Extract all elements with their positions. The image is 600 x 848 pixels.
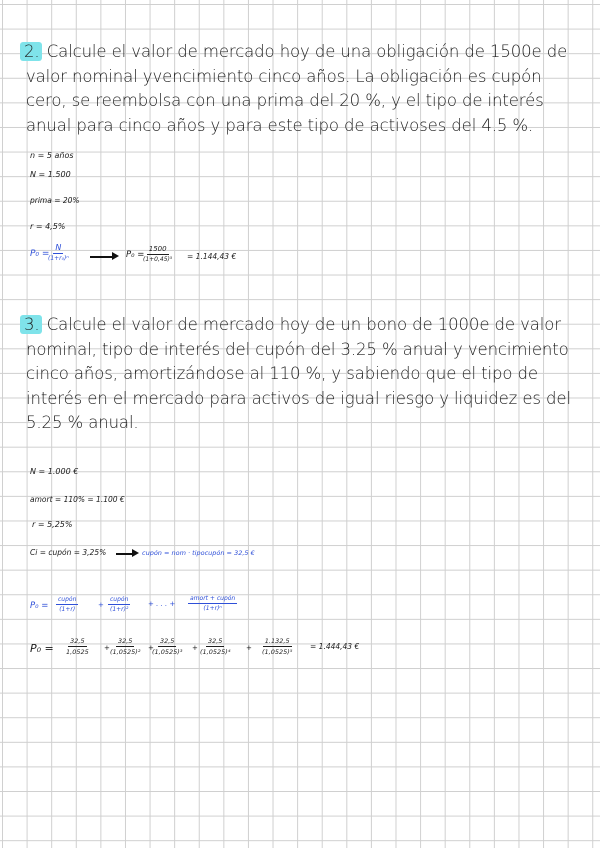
- p3-numeric-term-1: [66, 637, 89, 656]
- p3-plus-5: +: [246, 644, 252, 652]
- p2-result-fraction: [143, 245, 172, 263]
- p2-note-r: r = 4,5%: [30, 222, 66, 231]
- p2-note-n: n = 5 años: [30, 151, 74, 160]
- p3-plus-3: +: [148, 644, 154, 652]
- p3-f3-den: (1+r)ⁿ: [203, 605, 222, 612]
- problem-3-statement: [26, 313, 574, 436]
- problem-2-number: 2.: [20, 42, 42, 61]
- p2-formula-fraction: [48, 243, 69, 262]
- p3-f2-num: cupón: [110, 596, 129, 603]
- p3-numeric-term-4: [200, 637, 230, 656]
- p3-plus-4: +: [192, 644, 198, 652]
- p3-f1-den: (1+r): [59, 606, 76, 613]
- p2-result-num: 1500: [148, 245, 167, 253]
- p3-plus-2: +: [104, 644, 110, 652]
- p3-g5-den: (1,0525)⁵: [262, 648, 293, 656]
- p3-g3-num: 32,5: [159, 637, 175, 645]
- p3-g2-num: 32,5: [117, 637, 133, 645]
- p3-numeric-term-3: [152, 637, 182, 656]
- problem-2-statement: [26, 40, 574, 138]
- p3-arrow-head: [132, 549, 139, 557]
- p3-g4-num: 32,5: [207, 637, 223, 645]
- p3-note-r: r = 5,25%: [32, 520, 73, 529]
- p2-note-prima: prima = 20%: [30, 196, 80, 205]
- problem-2-text: Calcule el valor de mercado hoy de una obligación de 1500e de valor nominal yvencimiento cinco años. La obligación es cupón cero, se reembolsa con una prima del 20 %, y el tipo de interés anual para cinco años y para este tipo de activoses del 4.5 %.: [26, 42, 568, 135]
- p2-result-den: (1+0,45)⁵: [143, 256, 173, 263]
- p3-note-amort: amort = 110% = 1.100 €: [30, 495, 125, 504]
- p3-cupon-calc: cupón = nom · tipocupón = 32,5 €: [142, 549, 255, 557]
- p3-g4-den: (1,0525)⁴: [200, 648, 231, 656]
- p2-formula-den: (1+r₀)ⁿ: [48, 255, 69, 262]
- p3-numeric-term-2: [110, 637, 140, 656]
- p3-formula-label: P₀ =: [30, 601, 49, 611]
- p3-formula-term-2: [108, 596, 130, 613]
- p3-g3-den: (1,0525)³: [152, 648, 183, 656]
- p3-numeric-label: P₀ =: [30, 642, 54, 655]
- p2-arrow-head: [112, 252, 119, 260]
- problem-3-number: 3.: [20, 315, 42, 334]
- p2-formula-num: N: [55, 243, 62, 252]
- p3-formula-term-1: [56, 596, 78, 613]
- p3-g1-num: 32,5: [70, 637, 85, 645]
- p3-f1-num: cupón: [58, 596, 77, 603]
- p3-numeric-term-5: [262, 637, 292, 656]
- p3-note-N: N = 1.000 €: [30, 467, 79, 476]
- p3-g2-den: (1,0525)²: [110, 648, 141, 656]
- p3-note-ci: Ci = cupón = 3,25%: [30, 548, 107, 557]
- p3-g5-num: 1.132,5: [264, 637, 290, 645]
- p3-f3-num: amort + cupón: [190, 595, 236, 602]
- problem-3-text: Calcule el valor de mercado hoy de un bono de 1000e de valor nominal, tipo de interés del cupón del 3.25 % anual y vencimiento cinco años, amortizándose al 110 %, y sabiendo que el tipo de interés en el mercado para activos de igual riesgo y liquidez es del 5.25 % anual.: [26, 315, 571, 433]
- p3-g1-den: 1,0525: [66, 648, 89, 656]
- p2-result-value: = 1.144,43 €: [187, 252, 237, 261]
- p3-dots: + . . . +: [148, 600, 176, 608]
- p3-formula-term-3: [188, 595, 237, 612]
- p2-result-label: P₀ =: [126, 250, 145, 260]
- p3-plus-1: +: [98, 601, 104, 609]
- p3-result-value: = 1.444,43 €: [310, 642, 360, 651]
- p2-note-N: N = 1.500: [30, 170, 71, 179]
- p2-formula-label: P₀ =: [30, 249, 50, 259]
- p2-arrow: [90, 256, 114, 258]
- p3-f2-den: (1+r)²: [109, 606, 129, 613]
